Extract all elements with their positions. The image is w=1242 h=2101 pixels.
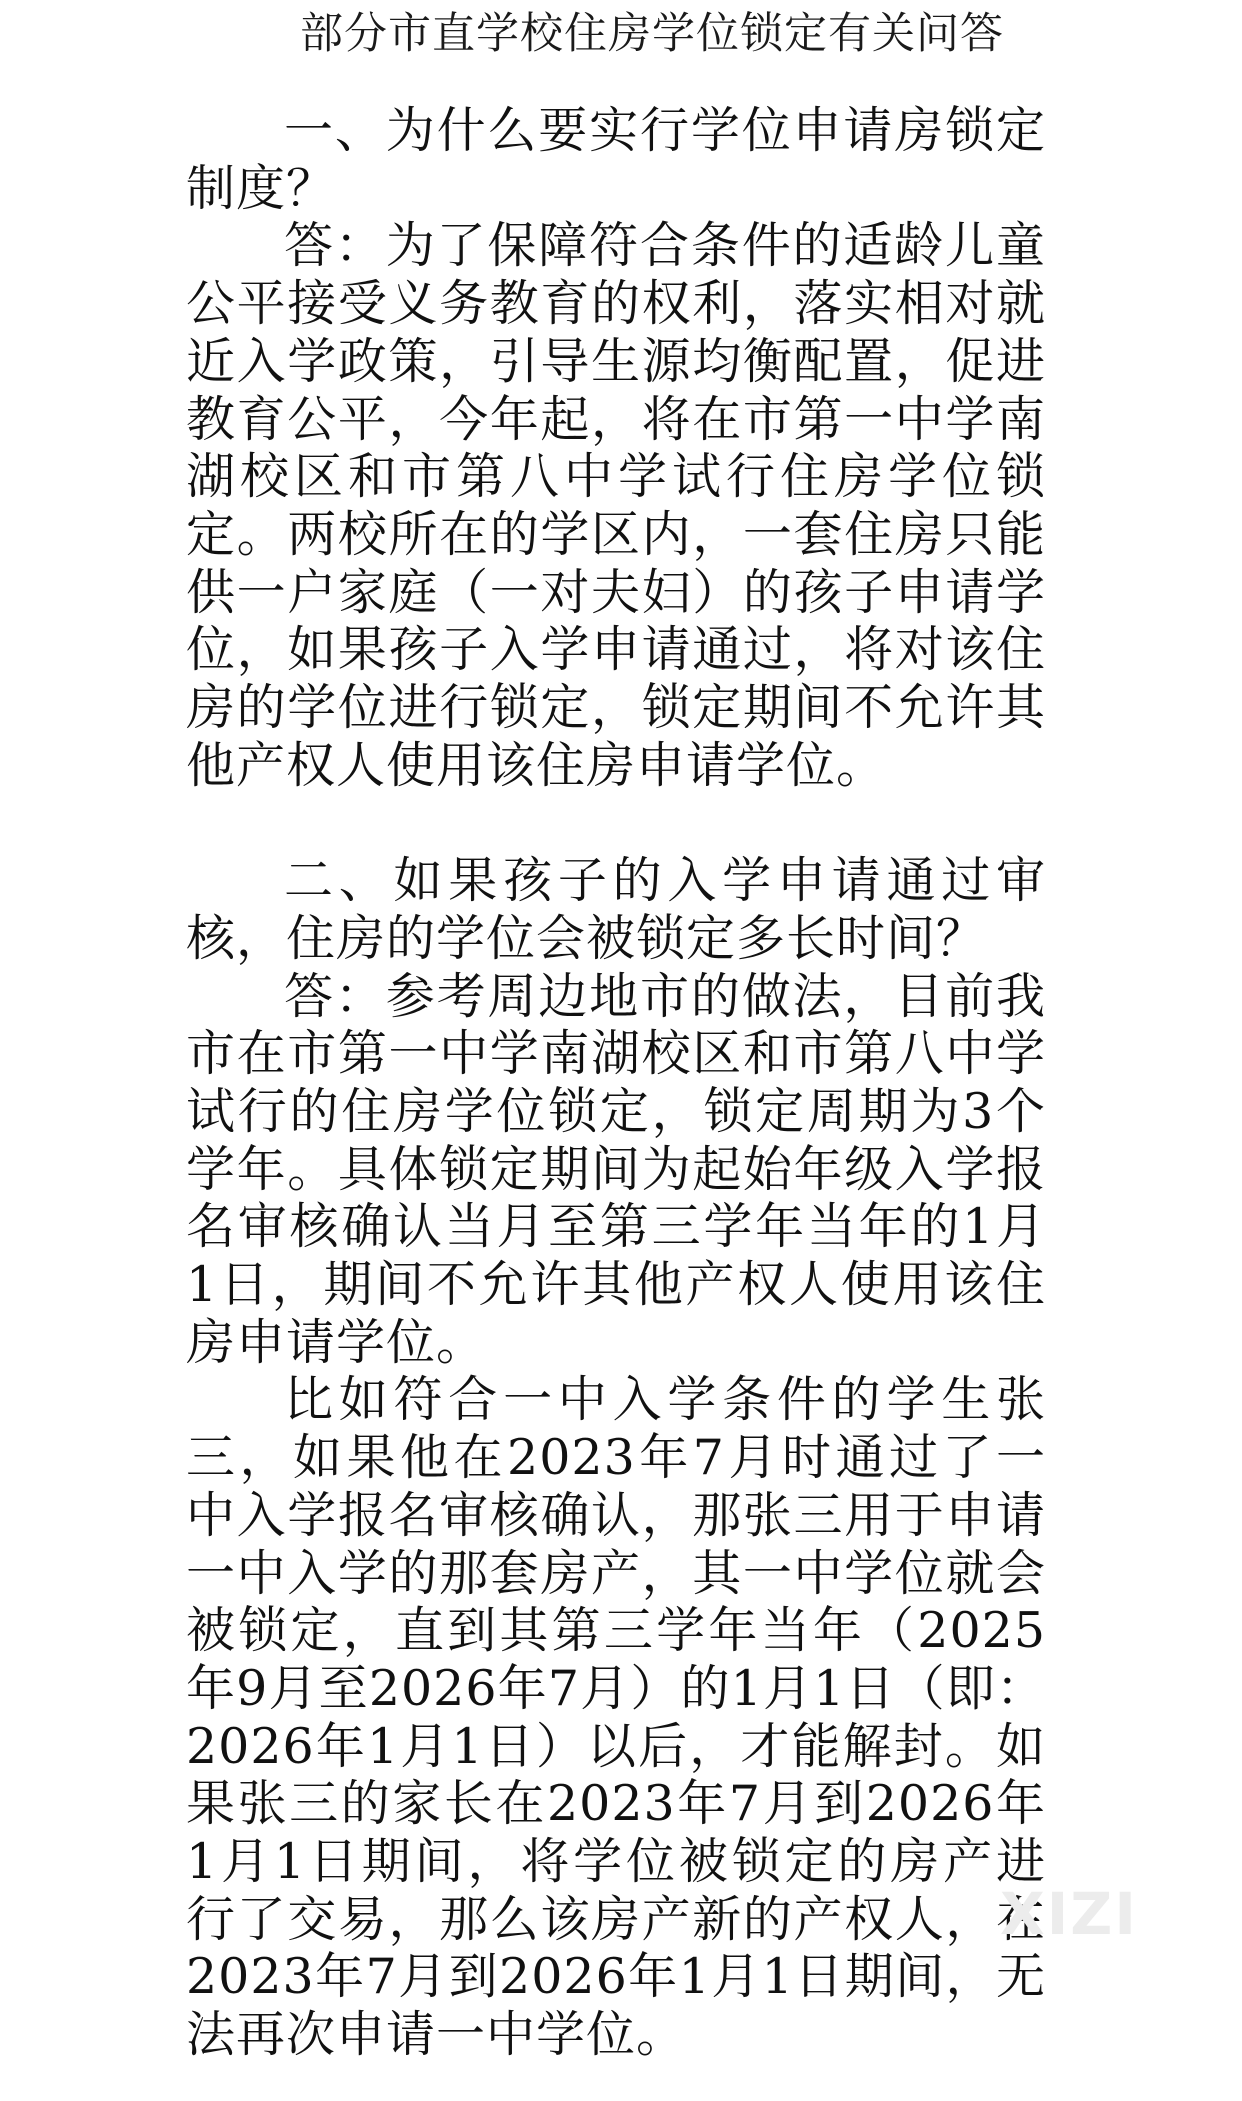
- watermark-logo: XIZI: [1000, 1880, 1138, 1948]
- answer-1: 答：为了保障符合条件的适龄儿童公平接受义务教育的权利，落实相对就近入学政策，引导生源均衡配置，促进教育公平，今年起，将在市第一中学南湖校区和市第八中学试行住房学位锁定。两校所在的学区内，一套住房只能供一户家庭（一对夫妇）的孩子申请学位，如果孩子入学申请通过，将对该住房的学位进行锁定，锁定期间不允许其他产权人使用该住房申请学位。: [186, 217, 1046, 794]
- question-1: 一、为什么要实行学位申请房锁定制度？: [186, 102, 1046, 217]
- section-gap: [186, 794, 1046, 852]
- answer-2-example: 比如符合一中入学条件的学生张三，如果他在2023年7月时通过了一中入学报名审核确认，那张三用于申请一中入学的那套房产，其一中学位就会被锁定，直到其第三学年当年（2025年9月至2026年7月）的1月1日（即：2026年1月1日）以后，才能解封。如果张三的家长在2023年7月到2026年1月1日期间，将学位被锁定的房产进行了交易，那么该房产新的产权人，在2023年7月到2026年1月1日期间，无法再次申请一中学位。: [186, 1371, 1046, 2064]
- document-title: 部分市直学校住房学位锁定有关问答: [300, 9, 1004, 59]
- document-body: [186, 102, 1046, 2064]
- answer-2: 答：参考周边地市的做法，目前我市在市第一中学南湖校区和市第八中学试行的住房学位锁定，锁定周期为3个学年。具体锁定期间为起始年级入学报名审核确认当月至第三学年当年的1月1日，期间不允许其他产权人使用该住房申请学位。: [186, 967, 1046, 1371]
- question-2: 二、如果孩子的入学申请通过审核，住房的学位会被锁定多长时间？: [186, 852, 1046, 967]
